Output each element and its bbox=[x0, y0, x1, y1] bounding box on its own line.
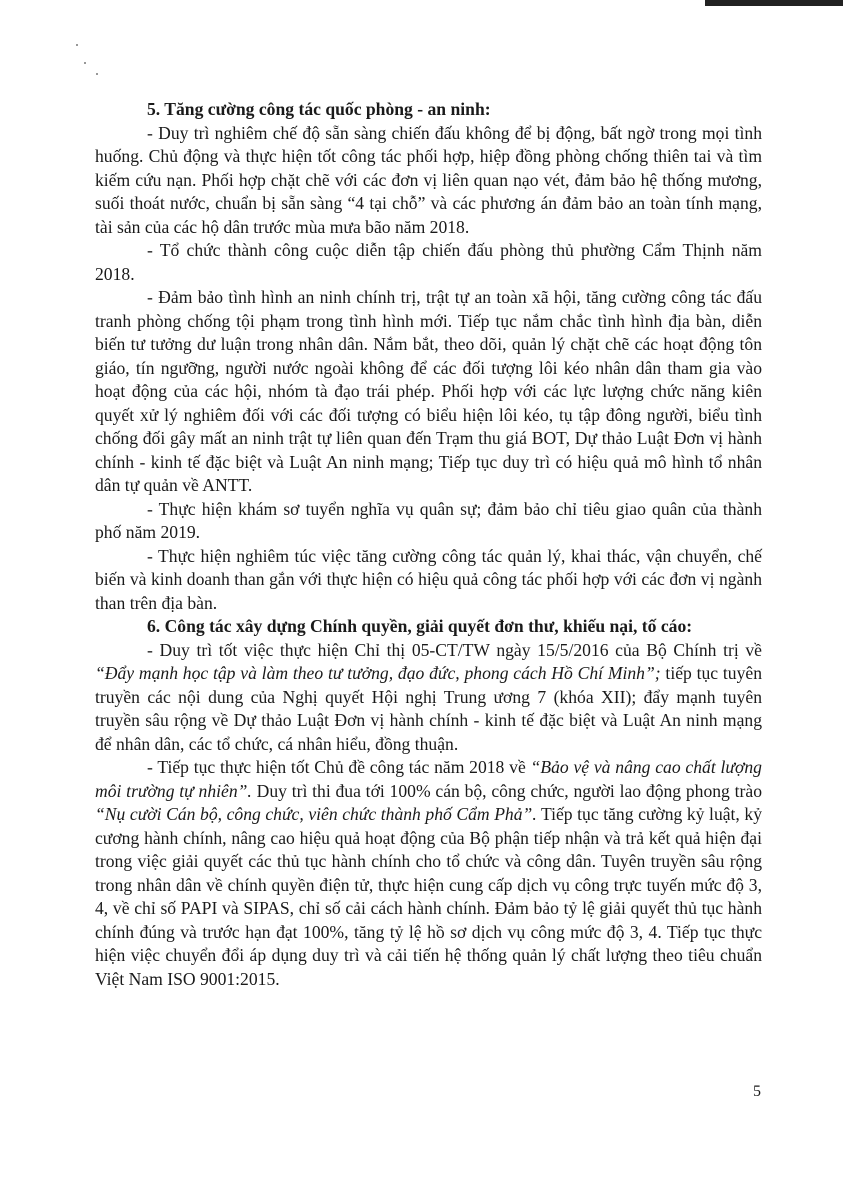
paragraph-text: - Tiếp tục thực hiện tốt Chủ đề công tác năm 2018 về bbox=[147, 757, 531, 777]
section-5-paragraph: - Thực hiện khám sơ tuyển nghĩa vụ quân sự; đảm bảo chỉ tiêu giao quân của thành phố năm 2019. bbox=[95, 498, 762, 542]
quoted-slogan: “Đẩy mạnh học tập và làm theo tư tưởng, đạo đức, phong cách Hồ Chí Minh”; bbox=[95, 663, 661, 683]
scan-speck bbox=[96, 73, 98, 75]
paragraph-text: tiếp tục tuyên truyền các nội dung của Nghị quyết Hội nghị Trung ương 7 (khóa XII); đẩy mạnh tuyên truyền sâu rộng về Dự thảo Luật Đơn vị hành chính - kinh tế đặc biệt và Luật An ninh mạng để nhân dân, các tổ chức, cá nhân hiểu, đồng thuận. bbox=[95, 663, 762, 754]
page-number: 5 bbox=[753, 1083, 761, 1100]
scan-speck bbox=[84, 62, 86, 64]
section-6-heading: 6. Công tác xây dựng Chính quyền, giải quyết đơn thư, khiếu nại, tố cáo: bbox=[147, 616, 693, 636]
quoted-slogan: “Bảo vệ và nâng cao chất lượng môi trường tự nhiên”. bbox=[95, 757, 762, 801]
quoted-slogan: “Nụ cười Cán bộ, công chức, viên chức thành phố Cẩm Phả”. bbox=[95, 804, 537, 824]
section-5-heading: 5. Tăng cường công tác quốc phòng - an ninh: bbox=[147, 99, 491, 119]
document-body bbox=[95, 98, 762, 991]
section-5-paragraph: - Duy trì nghiêm chế độ sẵn sàng chiến đấu không để bị động, bất ngờ trong mọi tình huống. Chủ động và thực hiện tốt công tác phối hợp, hiệp đồng phòng chống thiên tai và tìm kiếm cứu nạn. Phối hợp chặt chẽ với các đơn vị liên quan nạo vét, đảm bảo hệ thống mương, suối thoát nước, chuẩn bị sẵn sàng “4 tại chỗ” và các phương án đảm bảo an toàn tính mạng, tài sản của các hộ dân trước mùa mưa bão năm 2018. bbox=[95, 122, 762, 237]
section-6-paragraph bbox=[95, 639, 762, 757]
section-5-paragraph: - Đảm bảo tình hình an ninh chính trị, trật tự an toàn xã hội, tăng cường công tác đấu tranh phòng chống tội phạm trong tình hình mới. Tiếp tục nắm chắc tình hình địa bàn, diễn biến tư tưởng dư luận trong nhân dân. Nắm bắt, theo dõi, quản lý chặt chẽ các hoạt động tôn giáo, tín ngưỡng, người nước ngoài không để các đối tượng lôi kéo nhân dân tham gia vào hoạt động của các hội, nhóm tà đạo trái phép. Phối hợp với các lực lượng chức năng kiên quyết xử lý nghiêm đối với các đối tượng có biểu hiện lôi kéo, tụ tập đông người, biểu tình chống đối gây mất an ninh trật tự liên quan đến Trạm thu giá BOT, Dự thảo Luật Đơn vị hành chính - kinh tế đặc biệt và Luật An ninh mạng; Tiếp tục duy trì có hiệu quả mô hình tổ nhân dân tự quản về ANTT. bbox=[95, 287, 762, 495]
paragraph-text: Duy trì thi đua tới 100% cán bộ, công chức, người lao động phong trào bbox=[251, 780, 762, 801]
scan-speck bbox=[76, 44, 78, 46]
paragraph-text: - Duy trì tốt việc thực hiện Chỉ thị 05-CT/TW ngày 15/5/2016 của Bộ Chính trị về bbox=[147, 639, 762, 660]
section-6-paragraph bbox=[95, 756, 762, 991]
section-5-paragraph: - Thực hiện nghiêm túc việc tăng cường công tác quản lý, khai thác, vận chuyển, chế biến và kinh doanh than gắn với thực hiện có hiệu quả công tác phối hợp với các đơn vị ngành than trên địa bàn. bbox=[95, 545, 762, 613]
paragraph-text: Tiếp tục tăng cường kỷ luật, kỷ cương hành chính, nâng cao hiệu quả hoạt động của Bộ phận tiếp nhận và trả kết quả hiện đại trong việc giải quyết các thủ tục hành chính cho tổ chức và công dân. Tuyên truyền sâu rộng trong nhân dân về chính quyền điện tử, thực hiện cung cấp dịch vụ công trực tuyến mức độ 3, 4, về chỉ số PAPI và SIPAS, chỉ số cải cách hành chính. Đảm bảo tỷ lệ giải quyết thủ tục hành chính đúng và trước hạn đạt 100%, tăng tỷ lệ hồ sơ dịch vụ công mức độ 3, 4. Tiếp tục thực hiện việc chuyển đổi áp dụng duy trì và cải tiến hệ thống quản lý chất lượng theo tiêu chuẩn Việt Nam ISO 9001:2015. bbox=[95, 804, 762, 989]
section-5-paragraph: - Tổ chức thành công cuộc diễn tập chiến đấu phòng thủ phường Cẩm Thịnh năm 2018. bbox=[95, 240, 762, 284]
scan-edge-mark bbox=[705, 0, 843, 6]
